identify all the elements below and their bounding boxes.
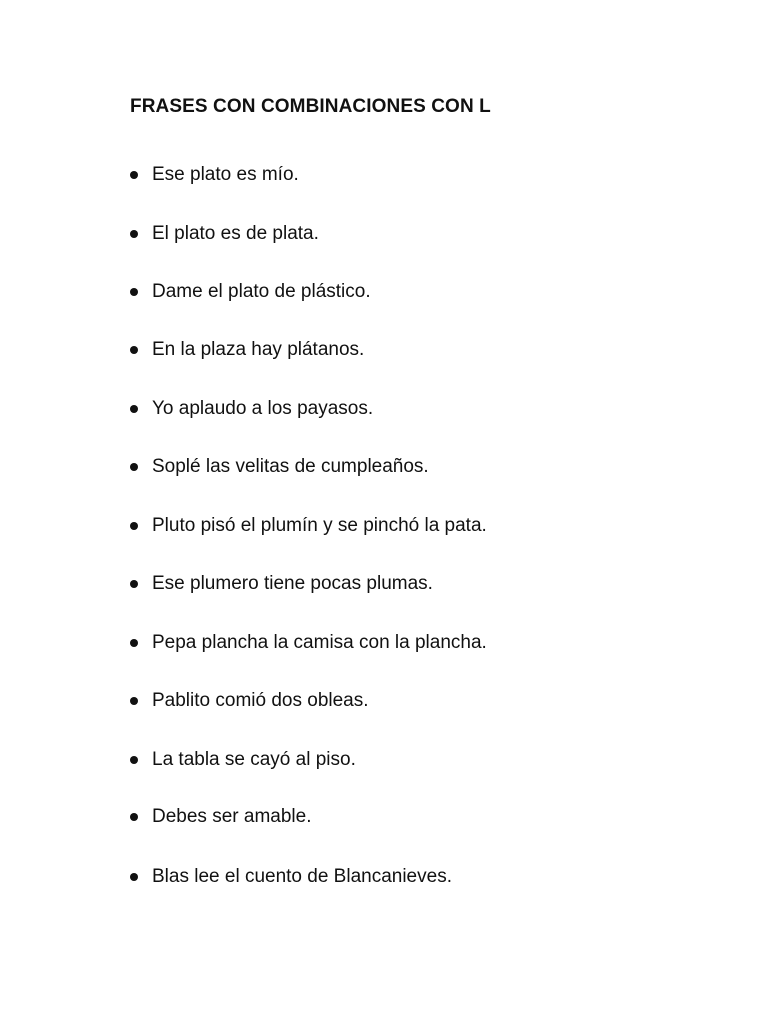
bullet-icon [130, 463, 138, 471]
bullet-icon [130, 346, 138, 354]
bullet-icon [130, 522, 138, 530]
document-title: FRASES CON COMBINACIONES CON L [130, 96, 491, 117]
list-item [130, 514, 487, 538]
bullet-icon [130, 813, 138, 821]
list-item [130, 572, 433, 596]
bullet-icon [130, 639, 138, 647]
list-item [130, 805, 311, 829]
phrase-text: Pablito comió dos obleas. [152, 690, 369, 711]
bullet-icon [130, 697, 138, 705]
phrase-text: En la plaza hay plátanos. [152, 339, 365, 360]
list-item [130, 748, 356, 772]
phrase-text: Yo aplaudo a los payasos. [152, 398, 374, 419]
list-item [130, 689, 369, 713]
bullet-icon [130, 171, 138, 179]
phrase-text: Debes ser amable. [152, 806, 312, 827]
bullet-icon [130, 873, 138, 881]
bullet-icon [130, 405, 138, 413]
list-item [130, 222, 319, 246]
phrase-text: El plato es de plata. [152, 223, 319, 244]
list-item [130, 397, 373, 421]
phrase-text: Blas lee el cuento de Blancanieves. [152, 866, 452, 887]
phrase-text: Pluto pisó el plumín y se pinchó la pata. [152, 515, 487, 536]
list-item [130, 163, 299, 187]
list-item [130, 280, 371, 304]
list-item [130, 631, 487, 655]
bullet-icon [130, 288, 138, 296]
bullet-icon [130, 756, 138, 764]
list-item [130, 865, 452, 889]
bullet-icon [130, 230, 138, 238]
phrase-text: La tabla se cayó al piso. [152, 749, 356, 770]
phrase-text: Soplé las velitas de cumpleaños. [152, 456, 429, 477]
phrase-text: Ese plato es mío. [152, 164, 299, 185]
list-item [130, 338, 364, 362]
phrase-text: Dame el plato de plástico. [152, 281, 371, 302]
list-item [130, 455, 429, 479]
bullet-icon [130, 580, 138, 588]
phrase-text: Ese plumero tiene pocas plumas. [152, 573, 433, 594]
phrase-text: Pepa plancha la camisa con la plancha. [152, 632, 487, 653]
